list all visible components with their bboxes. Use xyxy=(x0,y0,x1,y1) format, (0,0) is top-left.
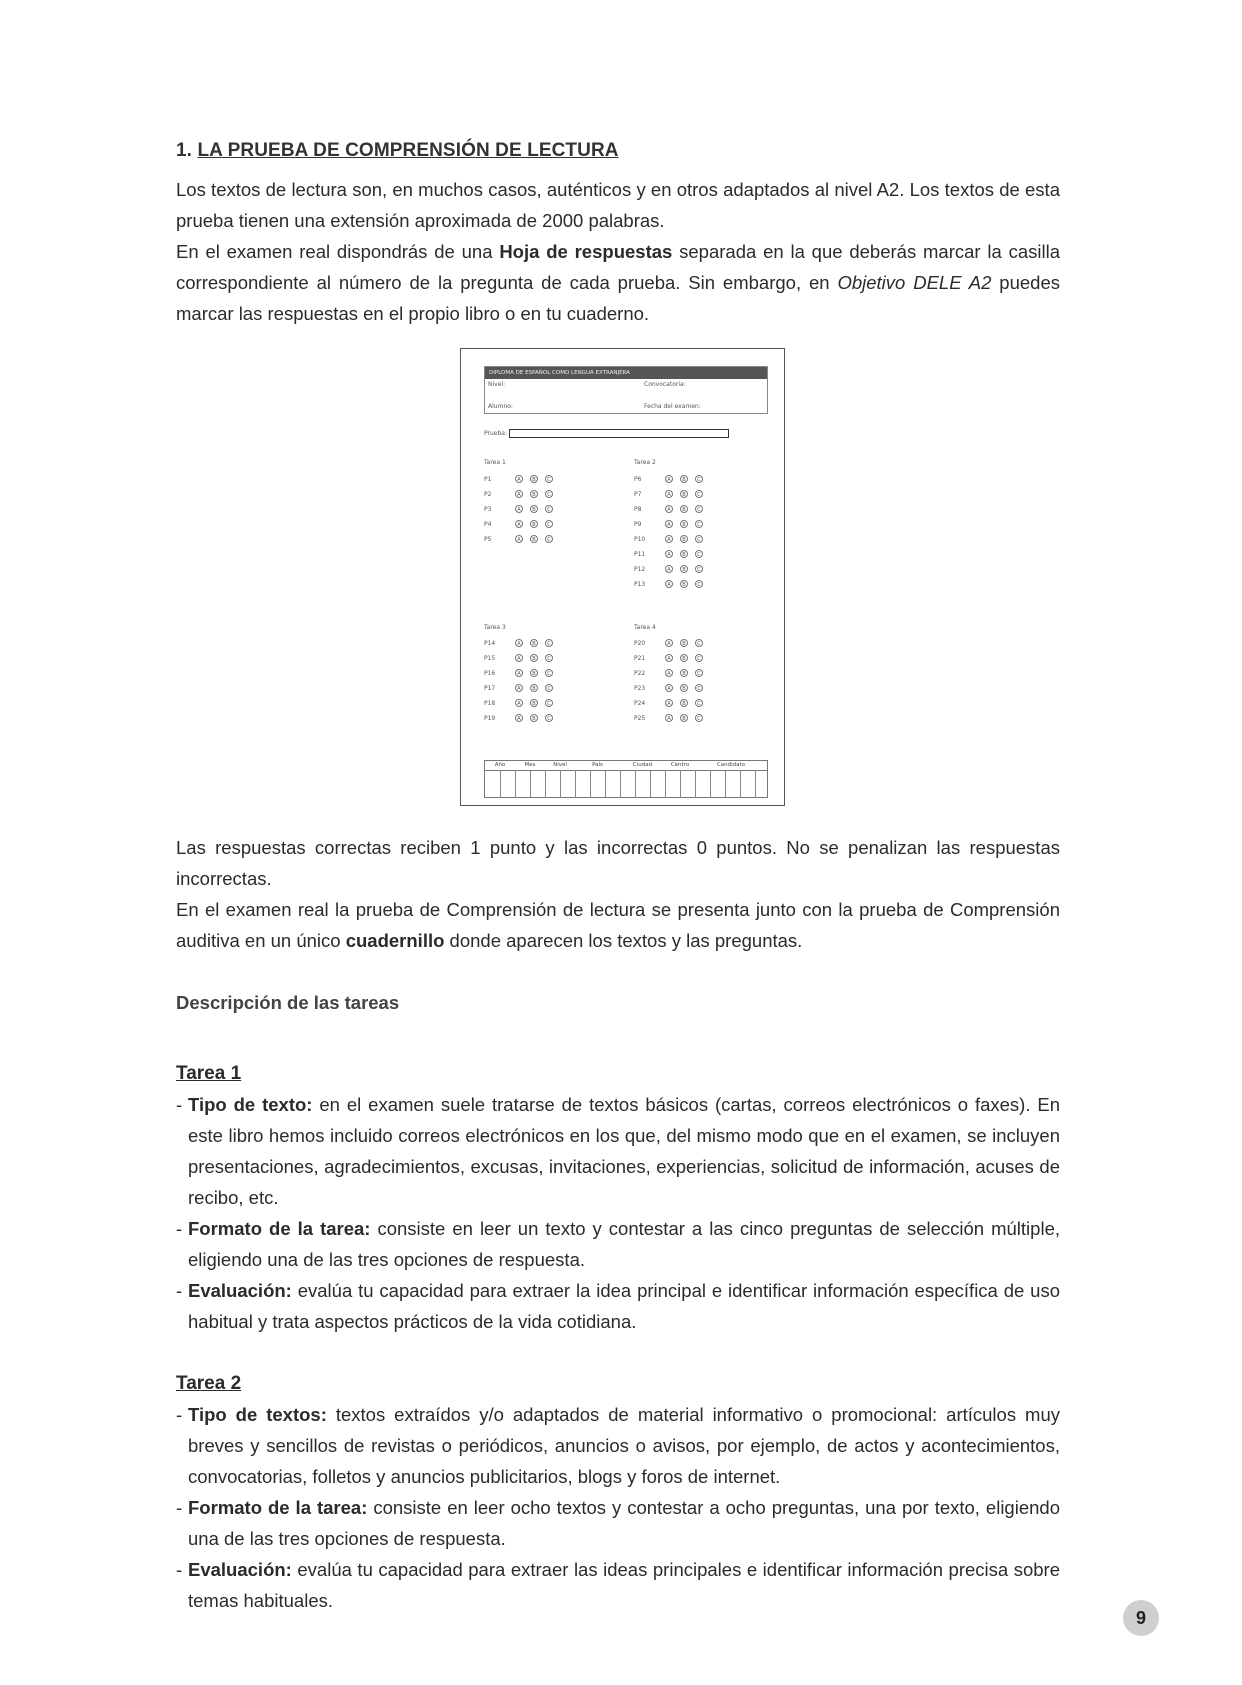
code-column-header: Candidato xyxy=(716,762,746,768)
question-number: P13 xyxy=(634,581,646,588)
question-number: P1 xyxy=(484,476,492,483)
answer-row xyxy=(634,699,714,709)
option-bubble: B xyxy=(530,535,538,543)
question-number: P3 xyxy=(484,506,492,513)
answer-row xyxy=(484,654,564,664)
answer-row xyxy=(634,669,714,679)
option-bubble: C xyxy=(695,669,703,677)
question-number: P14 xyxy=(484,640,496,647)
answer-row xyxy=(634,639,714,649)
option-bubble: B xyxy=(530,684,538,692)
code-cell-divider xyxy=(740,770,741,798)
tarea1-title: Tarea 1 xyxy=(176,1063,242,1084)
option-bubble: A xyxy=(515,490,523,498)
section-number: 1. xyxy=(176,140,193,161)
option-bubble: B xyxy=(530,654,538,662)
answer-row xyxy=(634,714,714,724)
book-title: Objetivo DELE A2 xyxy=(837,272,992,293)
answer-sheet-header xyxy=(484,366,768,414)
option-bubble: A xyxy=(515,654,523,662)
option-bubble: C xyxy=(695,505,703,513)
option-bubble: C xyxy=(545,490,553,498)
code-cell-divider xyxy=(620,770,621,798)
answer-row xyxy=(484,490,564,500)
code-cell-divider xyxy=(545,770,546,798)
prueba-field xyxy=(509,429,729,438)
option-bubble: A xyxy=(515,535,523,543)
option-bubble: B xyxy=(680,550,688,558)
option-bubble: C xyxy=(695,550,703,558)
option-bubble: A xyxy=(665,490,673,498)
option-bubble: B xyxy=(680,699,688,707)
option-bubble: C xyxy=(695,699,703,707)
answer-sheet-term: Hoja de respuestas xyxy=(499,241,673,262)
question-number: P7 xyxy=(634,491,642,498)
page-content xyxy=(176,140,1060,329)
intro-paragraph-2: En el examen real dispondrás de una Hoja de respuestas separada en la que deberás marcar la casilla correspondiente al número de la pregunta de cada prueba. Sin embargo, en Objetivo DELE A2 puedes marcar las respuestas en el propio libro o en tu cuaderno. xyxy=(176,241,1060,324)
option-bubble: C xyxy=(695,684,703,692)
option-bubble: A xyxy=(665,475,673,483)
option-bubble: B xyxy=(680,639,688,647)
question-number: P16 xyxy=(484,670,496,677)
code-cell-divider xyxy=(710,770,711,798)
code-column-header: Año xyxy=(494,762,506,768)
code-cell-divider xyxy=(755,770,756,798)
option-bubble: B xyxy=(530,714,538,722)
answer-row xyxy=(484,669,564,679)
option-bubble: A xyxy=(515,669,523,677)
code-cell-divider xyxy=(590,770,591,798)
option-bubble: A xyxy=(665,639,673,647)
tarea2-item: - Evaluación: evalúa tu capacidad para extraer las ideas principales e identificar información precisa sobre temas habituales. xyxy=(176,1559,1060,1611)
option-bubble: C xyxy=(545,654,553,662)
option-bubble: C xyxy=(545,699,553,707)
answer-sheet-title: DIPLOMA DE ESPAÑOL COMO LENGUA EXTRANJERA xyxy=(485,367,767,379)
option-bubble: B xyxy=(530,669,538,677)
code-cell-divider xyxy=(635,770,636,798)
tarea1-label: Tarea 1 xyxy=(484,459,506,466)
option-bubble: B xyxy=(680,684,688,692)
scoring-section xyxy=(176,832,1060,1616)
option-bubble: A xyxy=(665,699,673,707)
option-bubble: C xyxy=(695,565,703,573)
option-bubble: C xyxy=(695,639,703,647)
question-number: P9 xyxy=(634,521,642,528)
option-bubble: C xyxy=(545,520,553,528)
question-number: P12 xyxy=(634,566,646,573)
question-number: P4 xyxy=(484,521,492,528)
option-bubble: B xyxy=(530,699,538,707)
option-bubble: B xyxy=(680,535,688,543)
answer-row xyxy=(634,520,714,530)
option-bubble: A xyxy=(515,684,523,692)
alumno-label: Alumno: xyxy=(488,403,513,410)
answer-row xyxy=(634,565,714,575)
prueba-label: Prueba: xyxy=(484,430,507,437)
tarea1-item: - Formato de la tarea: consiste en leer un texto y contestar a las cinco preguntas de selección múltiple, eligiendo una de las tres opciones de respuesta. xyxy=(176,1218,1060,1270)
question-number: P21 xyxy=(634,655,646,662)
code-cell-divider xyxy=(560,770,561,798)
question-number: P17 xyxy=(484,685,496,692)
option-bubble: B xyxy=(680,505,688,513)
fecha-label: Fecha del examen: xyxy=(644,403,701,410)
option-bubble: B xyxy=(530,505,538,513)
option-bubble: B xyxy=(680,654,688,662)
option-bubble: C xyxy=(695,580,703,588)
answer-row xyxy=(634,654,714,664)
tarea1-list xyxy=(176,1089,1060,1337)
option-bubble: C xyxy=(695,714,703,722)
option-bubble: A xyxy=(665,654,673,662)
answer-row xyxy=(484,714,564,724)
option-bubble: A xyxy=(515,475,523,483)
answer-row xyxy=(634,505,714,515)
option-bubble: A xyxy=(515,714,523,722)
question-number: P2 xyxy=(484,491,492,498)
nivel-label: Nivel: xyxy=(488,381,506,388)
answer-sheet-image xyxy=(460,348,785,806)
question-number: P15 xyxy=(484,655,496,662)
option-bubble: A xyxy=(665,505,673,513)
code-cell-divider xyxy=(725,770,726,798)
option-bubble: B xyxy=(680,520,688,528)
option-bubble: C xyxy=(695,654,703,662)
question-number: P20 xyxy=(634,640,646,647)
option-bubble: B xyxy=(530,639,538,647)
code-column-header: Mes xyxy=(524,762,536,768)
option-bubble: B xyxy=(530,490,538,498)
question-number: P6 xyxy=(634,476,642,483)
answer-row xyxy=(484,520,564,530)
code-cell-divider xyxy=(575,770,576,798)
option-bubble: C xyxy=(545,714,553,722)
tarea3-label: Tarea 3 xyxy=(484,624,506,631)
page-number: 9 xyxy=(1123,1600,1159,1636)
answer-row xyxy=(634,684,714,694)
answer-row xyxy=(484,475,564,485)
answer-row xyxy=(634,580,714,590)
option-bubble: A xyxy=(665,565,673,573)
option-bubble: B xyxy=(680,475,688,483)
answer-row xyxy=(484,505,564,515)
code-column-header: Centro xyxy=(670,762,690,768)
question-number: P24 xyxy=(634,700,646,707)
question-number: P5 xyxy=(484,536,492,543)
question-number: P19 xyxy=(484,715,496,722)
section-title xyxy=(176,140,1060,162)
tarea1-item: - Evaluación: evalúa tu capacidad para extraer la idea principal e identificar información específica de uso habitual y trata aspectos prácticos de la vida cotidiana. xyxy=(176,1280,1060,1332)
convocatoria-label: Convocatoria: xyxy=(644,381,686,388)
option-bubble: B xyxy=(680,565,688,573)
scoring-paragraph-1: Las respuestas correctas reciben 1 punto y las incorrectas 0 puntos. No se penalizan las respuestas incorrectas. xyxy=(176,837,1060,889)
question-number: P23 xyxy=(634,685,646,692)
option-bubble: A xyxy=(665,535,673,543)
code-cell-divider xyxy=(650,770,651,798)
tarea2-item: - Tipo de textos: textos extraídos y/o adaptados de material informativo o promocional: artículos muy breves y sencillos de revistas o periódicos, anuncios o avisos, por ejemplo, de actos y acontecimientos, convocatorias, folletos y anuncios publicitarios, blogs y foros de internet. xyxy=(176,1404,1060,1487)
option-bubble: C xyxy=(545,505,553,513)
option-bubble: C xyxy=(695,520,703,528)
candidate-code-grid xyxy=(484,760,768,798)
code-cell-divider xyxy=(500,770,501,798)
booklet-term: cuadernillo xyxy=(345,930,445,951)
answer-row xyxy=(634,535,714,545)
section-title-text: LA PRUEBA DE COMPRENSIÓN DE LECTURA xyxy=(197,140,619,161)
option-bubble: A xyxy=(665,684,673,692)
option-bubble: C xyxy=(545,535,553,543)
option-bubble: B xyxy=(530,520,538,528)
question-number: P25 xyxy=(634,715,646,722)
intro-paragraph-1: Los textos de lectura son, en muchos casos, auténticos y en otros adaptados al nivel A2. Los textos de esta prueba tienen una extensión aproximada de 2000 palabras. xyxy=(176,179,1060,231)
option-bubble: A xyxy=(665,580,673,588)
option-bubble: B xyxy=(530,475,538,483)
code-cell-divider xyxy=(695,770,696,798)
option-bubble: A xyxy=(665,550,673,558)
code-cell-divider xyxy=(605,770,606,798)
option-bubble: C xyxy=(695,490,703,498)
option-bubble: B xyxy=(680,714,688,722)
answer-row xyxy=(484,535,564,545)
option-bubble: B xyxy=(680,580,688,588)
tarea1-item: - Tipo de texto: en el examen suele tratarse de textos básicos (cartas, correos electrónicos o faxes). En este libro hemos incluido correos electrónicos en los que, del mismo modo que en el examen, se incluyen presentaciones, agradecimientos, excusas, invitaciones, experiencias, solicitud de información, acuses de recibo, etc. xyxy=(176,1094,1061,1208)
code-cell-divider xyxy=(515,770,516,798)
option-bubble: A xyxy=(515,699,523,707)
code-column-header: País xyxy=(592,762,603,768)
option-bubble: B xyxy=(680,490,688,498)
question-number: P18 xyxy=(484,700,496,707)
tarea2-title: Tarea 2 xyxy=(176,1373,242,1394)
question-number: P8 xyxy=(634,506,642,513)
option-bubble: C xyxy=(545,639,553,647)
option-bubble: A xyxy=(665,714,673,722)
code-cell-divider xyxy=(530,770,531,798)
question-number: P11 xyxy=(634,551,646,558)
option-bubble: C xyxy=(695,535,703,543)
answer-row xyxy=(484,684,564,694)
answer-row xyxy=(634,475,714,485)
option-bubble: A xyxy=(665,669,673,677)
code-column-header: Nivel xyxy=(553,762,567,768)
option-bubble: C xyxy=(545,669,553,677)
code-cell-divider xyxy=(680,770,681,798)
option-bubble: C xyxy=(545,475,553,483)
tarea4-label: Tarea 4 xyxy=(634,624,656,631)
question-number: P22 xyxy=(634,670,646,677)
tarea2-item: - Formato de la tarea: consiste en leer ocho textos y contestar a ocho preguntas, una por texto, eligiendo una de las tres opciones de respuesta. xyxy=(176,1497,1060,1549)
tarea2-label: Tarea 2 xyxy=(634,459,656,466)
option-bubble: A xyxy=(515,520,523,528)
answer-row xyxy=(484,699,564,709)
option-bubble: C xyxy=(695,475,703,483)
tasks-heading: Descripción de las tareas xyxy=(176,992,400,1013)
answer-row xyxy=(484,639,564,649)
option-bubble: B xyxy=(680,669,688,677)
question-number: P10 xyxy=(634,536,646,543)
tarea2-list xyxy=(176,1399,1060,1616)
code-column-header: Ciudad xyxy=(632,762,653,768)
option-bubble: A xyxy=(665,520,673,528)
code-cell-divider xyxy=(665,770,666,798)
option-bubble: A xyxy=(515,505,523,513)
option-bubble: C xyxy=(545,684,553,692)
option-bubble: A xyxy=(515,639,523,647)
scoring-paragraph-2: En el examen real la prueba de Comprensión de lectura se presenta junto con la prueba de Comprensión auditiva en un único cuadernillo donde aparecen los textos y las preguntas. xyxy=(176,899,1060,951)
answer-row xyxy=(634,490,714,500)
answer-row xyxy=(634,550,714,560)
